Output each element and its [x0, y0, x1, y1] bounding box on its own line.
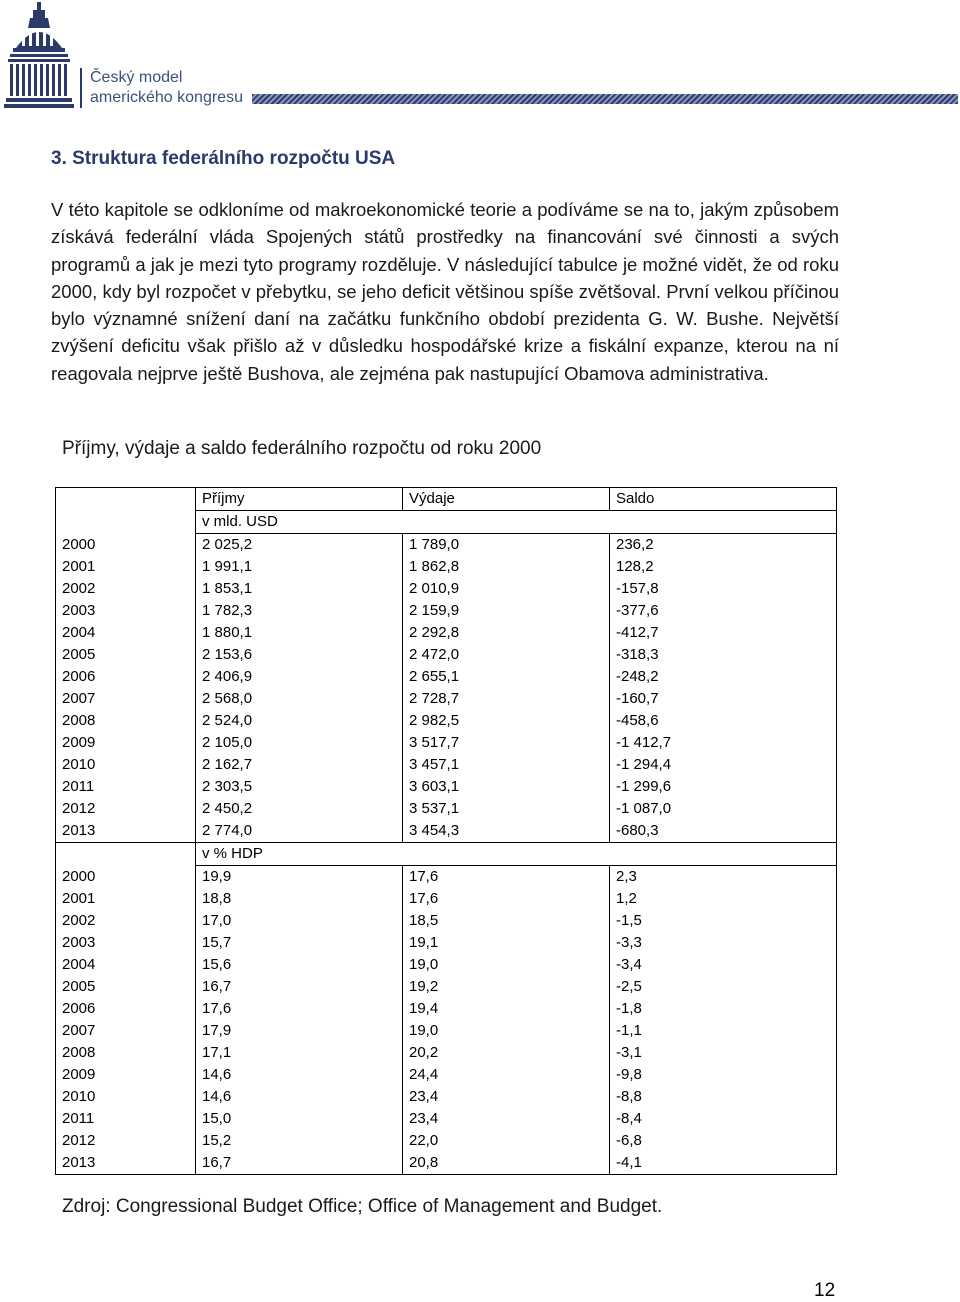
vydaje-cell: 1 789,0: [403, 534, 610, 557]
unit-label-hdp: v % HDP: [196, 843, 837, 866]
header-cell-saldo: Saldo: [610, 488, 837, 511]
year-cell: 2005: [56, 976, 196, 998]
vydaje-cell: 2 010,9: [403, 578, 610, 600]
vydaje-cell: 19,4: [403, 998, 610, 1020]
vydaje-cell: 3 537,1: [403, 798, 610, 820]
saldo-cell: -6,8: [610, 1130, 837, 1152]
prijmy-cell: 15,6: [196, 954, 403, 976]
saldo-cell: -1 412,7: [610, 732, 837, 754]
table-row: [56, 910, 837, 932]
table-row: [56, 534, 837, 557]
vydaje-cell: 20,8: [403, 1152, 610, 1175]
year-cell: 2007: [56, 688, 196, 710]
vydaje-cell: 3 454,3: [403, 820, 610, 843]
vydaje-cell: 2 159,9: [403, 600, 610, 622]
table-row: [56, 622, 837, 644]
year-cell: 2009: [56, 1064, 196, 1086]
prijmy-cell: 2 406,9: [196, 666, 403, 688]
saldo-cell: -2,5: [610, 976, 837, 998]
prijmy-cell: 14,6: [196, 1086, 403, 1108]
saldo-cell: -4,1: [610, 1152, 837, 1175]
saldo-cell: -412,7: [610, 622, 837, 644]
saldo-cell: -8,8: [610, 1086, 837, 1108]
saldo-cell: -1 294,4: [610, 754, 837, 776]
table-row: [56, 644, 837, 666]
vydaje-cell: 18,5: [403, 910, 610, 932]
logo-divider: [80, 68, 82, 108]
unit-cell-blank: [56, 843, 196, 866]
saldo-cell: -377,6: [610, 600, 837, 622]
table-row: [56, 1042, 837, 1064]
year-cell: 2004: [56, 954, 196, 976]
prijmy-cell: 16,7: [196, 1152, 403, 1175]
vydaje-cell: 24,4: [403, 1064, 610, 1086]
table-row: [56, 798, 837, 820]
saldo-cell: -1 299,6: [610, 776, 837, 798]
vydaje-cell: 19,2: [403, 976, 610, 998]
table-row: [56, 866, 837, 889]
saldo-cell: -160,7: [610, 688, 837, 710]
saldo-cell: 236,2: [610, 534, 837, 557]
prijmy-cell: 1 782,3: [196, 600, 403, 622]
table-row: [56, 754, 837, 776]
page-header: [0, 0, 960, 112]
prijmy-cell: 17,0: [196, 910, 403, 932]
table-row: [56, 998, 837, 1020]
year-cell: 2008: [56, 1042, 196, 1064]
prijmy-cell: 1 991,1: [196, 556, 403, 578]
saldo-cell: -1,5: [610, 910, 837, 932]
prijmy-cell: 2 774,0: [196, 820, 403, 843]
prijmy-cell: 2 524,0: [196, 710, 403, 732]
year-cell: 2006: [56, 998, 196, 1020]
logo-wordmark: [90, 68, 243, 108]
table-row: [56, 1086, 837, 1108]
prijmy-cell: 19,9: [196, 866, 403, 889]
saldo-cell: -3,1: [610, 1042, 837, 1064]
budget-table: [55, 487, 837, 1175]
vydaje-cell: 1 862,8: [403, 556, 610, 578]
saldo-cell: -248,2: [610, 666, 837, 688]
saldo-cell: -9,8: [610, 1064, 837, 1086]
year-cell: 2011: [56, 1108, 196, 1130]
saldo-cell: 1,2: [610, 888, 837, 910]
table-unit-row: [56, 843, 837, 866]
vydaje-cell: 3 603,1: [403, 776, 610, 798]
capitol-dome-logo-icon: [2, 2, 76, 110]
vydaje-cell: 22,0: [403, 1130, 610, 1152]
prijmy-cell: 2 303,5: [196, 776, 403, 798]
year-cell: 2000: [56, 866, 196, 889]
table-row: [56, 932, 837, 954]
vydaje-cell: 19,0: [403, 954, 610, 976]
table-row: [56, 710, 837, 732]
intro-paragraph: V této kapitole se odkloníme od makroekonomické teorie a podíváme se na to, jakým způsobem získává federální vláda Spojených států prostředky na financování své činnosti a svých programů a jak je mezi tyto programy rozděluje. V následující tabulce je možné vidět, že od roku 2000, kdy byl rozpočet v přebytku, se jeho deficit většinou spíše zvětšoval. První velkou příčinou bylo významné snížení daní na začátku funkčního období prezidenta G. W. Bushe. Největší zvýšení deficitu však přišlo až v důsledku hospodářské krize a fiskální expanze, kterou na ní reagovala nejprve ještě Bushova, ale zejména pak nastupující Obamova administrativa.: [51, 199, 839, 384]
table-caption: Příjmy, výdaje a saldo federálního rozpočtu od roku 2000: [62, 438, 542, 459]
vydaje-cell: 2 292,8: [403, 622, 610, 644]
vydaje-cell: 17,6: [403, 888, 610, 910]
saldo-cell: -157,8: [610, 578, 837, 600]
year-cell: 2007: [56, 1020, 196, 1042]
prijmy-cell: 2 025,2: [196, 534, 403, 557]
saldo-cell: -458,6: [610, 710, 837, 732]
table-header-row: [56, 488, 837, 511]
table-row: [56, 1064, 837, 1086]
vydaje-cell: 23,4: [403, 1108, 610, 1130]
source-note: Zdroj: Congressional Budget Office; Office of Management and Budget.: [62, 1196, 663, 1217]
prijmy-cell: 14,6: [196, 1064, 403, 1086]
year-cell: 2001: [56, 888, 196, 910]
year-cell: 2002: [56, 910, 196, 932]
prijmy-cell: 18,8: [196, 888, 403, 910]
vydaje-cell: 17,6: [403, 866, 610, 889]
table-row: [56, 556, 837, 578]
saldo-cell: -8,4: [610, 1108, 837, 1130]
saldo-cell: -1,8: [610, 998, 837, 1020]
prijmy-cell: 15,7: [196, 932, 403, 954]
table-row: [56, 976, 837, 998]
prijmy-cell: 16,7: [196, 976, 403, 998]
table-row: [56, 1130, 837, 1152]
logo-line-1: Český model: [90, 69, 183, 86]
year-cell: 2008: [56, 710, 196, 732]
saldo-cell: -680,3: [610, 820, 837, 843]
unit-label-usd: v mld. USD: [196, 511, 837, 534]
header-stripe: [252, 94, 958, 104]
year-cell: 2005: [56, 644, 196, 666]
table-row: [56, 688, 837, 710]
table-row: [56, 600, 837, 622]
vydaje-cell: 2 472,0: [403, 644, 610, 666]
saldo-cell: -1,1: [610, 1020, 837, 1042]
table-row: [56, 732, 837, 754]
table-row: [56, 666, 837, 688]
year-cell: 2003: [56, 932, 196, 954]
vydaje-cell: 3 517,7: [403, 732, 610, 754]
table-row: [56, 1108, 837, 1130]
vydaje-cell: 3 457,1: [403, 754, 610, 776]
vydaje-cell: 19,1: [403, 932, 610, 954]
table-row: [56, 820, 837, 843]
year-cell: 2004: [56, 622, 196, 644]
logo-line-2: amerického kongresu: [90, 89, 243, 106]
saldo-cell: -318,3: [610, 644, 837, 666]
table-row: [56, 1020, 837, 1042]
page-number: 12: [814, 1280, 836, 1301]
year-cell: 2013: [56, 1152, 196, 1175]
saldo-cell: -1 087,0: [610, 798, 837, 820]
year-cell: 2003: [56, 600, 196, 622]
header-cell-vydaje: Výdaje: [403, 488, 610, 511]
year-cell: 2012: [56, 798, 196, 820]
prijmy-cell: 15,2: [196, 1130, 403, 1152]
section-heading: 3. Struktura federálního rozpočtu USA: [51, 148, 396, 169]
year-cell: 2009: [56, 732, 196, 754]
vydaje-cell: 2 655,1: [403, 666, 610, 688]
table-unit-row: [56, 511, 837, 534]
prijmy-cell: 2 153,6: [196, 644, 403, 666]
table-row: [56, 954, 837, 976]
saldo-cell: 2,3: [610, 866, 837, 889]
header-cell-prijmy: Příjmy: [196, 488, 403, 511]
vydaje-cell: 23,4: [403, 1086, 610, 1108]
year-cell: 2013: [56, 820, 196, 843]
year-cell: 2010: [56, 754, 196, 776]
year-cell: 2012: [56, 1130, 196, 1152]
prijmy-cell: 1 880,1: [196, 622, 403, 644]
table-row: [56, 578, 837, 600]
unit-cell-blank: [56, 511, 196, 534]
saldo-cell: 128,2: [610, 556, 837, 578]
prijmy-cell: 2 568,0: [196, 688, 403, 710]
prijmy-cell: 2 450,2: [196, 798, 403, 820]
prijmy-cell: 15,0: [196, 1108, 403, 1130]
year-cell: 2002: [56, 578, 196, 600]
prijmy-cell: 1 853,1: [196, 578, 403, 600]
vydaje-cell: 2 728,7: [403, 688, 610, 710]
year-cell: 2001: [56, 556, 196, 578]
table-row: [56, 776, 837, 798]
vydaje-cell: 2 982,5: [403, 710, 610, 732]
prijmy-cell: 17,9: [196, 1020, 403, 1042]
year-cell: 2011: [56, 776, 196, 798]
saldo-cell: -3,4: [610, 954, 837, 976]
year-cell: 2006: [56, 666, 196, 688]
table-row: [56, 888, 837, 910]
saldo-cell: -3,3: [610, 932, 837, 954]
header-cell-empty: [56, 488, 196, 511]
prijmy-cell: 2 105,0: [196, 732, 403, 754]
vydaje-cell: 20,2: [403, 1042, 610, 1064]
prijmy-cell: 17,1: [196, 1042, 403, 1064]
prijmy-cell: 17,6: [196, 998, 403, 1020]
table-row: [56, 1152, 837, 1175]
year-cell: 2010: [56, 1086, 196, 1108]
vydaje-cell: 19,0: [403, 1020, 610, 1042]
prijmy-cell: 2 162,7: [196, 754, 403, 776]
year-cell: 2000: [56, 534, 196, 557]
